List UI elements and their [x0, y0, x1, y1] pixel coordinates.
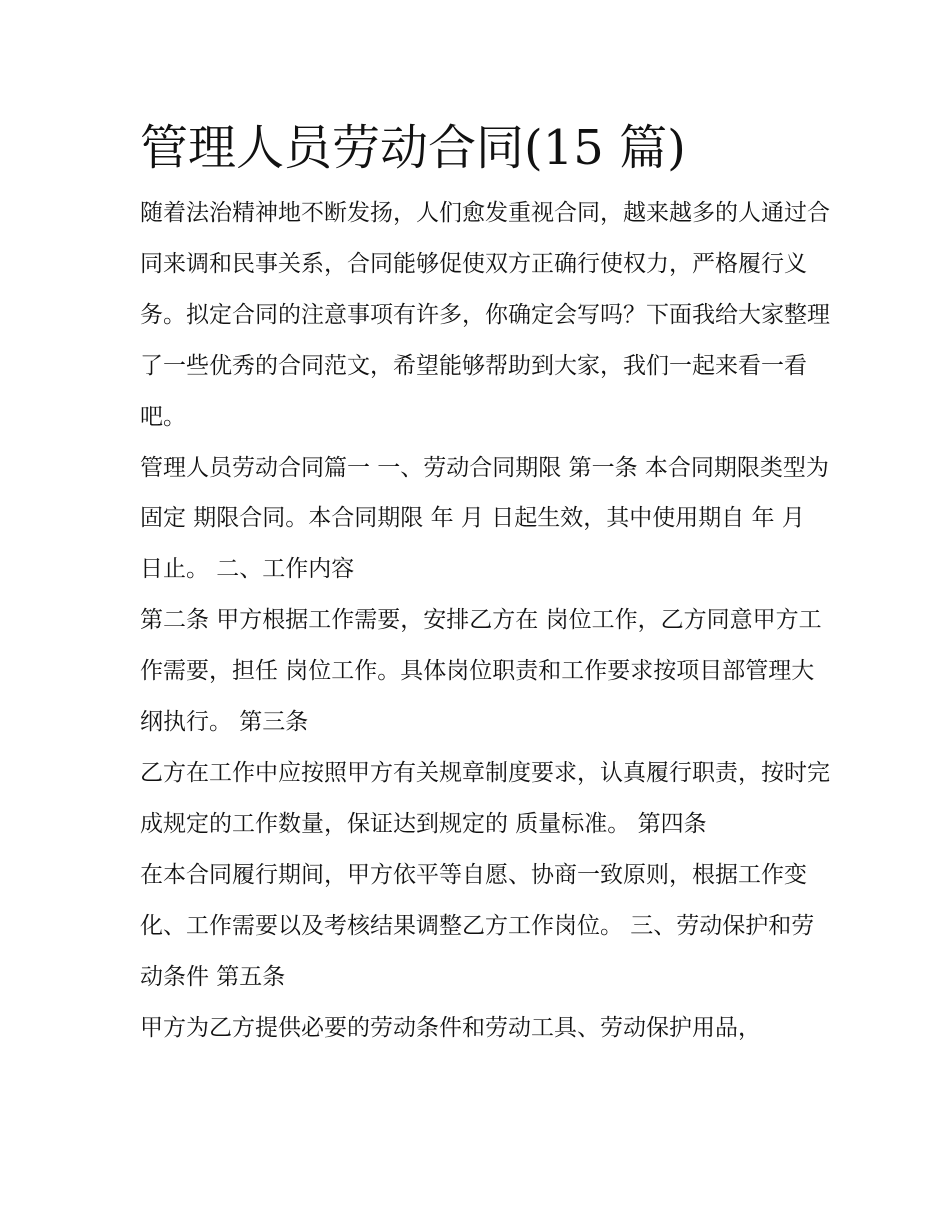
- paragraph-article-3: 乙方在工作中应按照甲方有关规章制度要求，认真履行职责，按时完成规定的工作数量，保证达到规定的 质量标准。 第四条: [140, 759, 830, 837]
- paragraph-article-5: 甲方为乙方提供必要的劳动条件和劳动工具、劳动保护用品，: [140, 1014, 761, 1041]
- paragraph-article-2: 第二条 甲方根据工作需要，安排乙方在 岗位工作，乙方同意甲方工作需要，担任 岗位工作。具体岗位职责和工作要求按项目部管理大纲执行。 第三条: [140, 607, 822, 736]
- paragraph-article-4: 在本合同履行期间，甲方依平等自愿、协商一致原则，根据工作变化、工作需要以及考核结果调整乙方工作岗位。 三、劳动保护和劳动条件 第五条: [140, 861, 815, 990]
- paragraph-intro: 随着法治精神地不断发扬，人们愈发重视合同，越来越多的人通过合同来调和民事关系，合同能够促使双方正确行使权力，严格履行义务。拟定合同的注意事项有许多，你确定会写吗？下面我给大家整理了一些优秀的合同范文，希望能够帮助到大家，我们一起来看一看吧。: [140, 200, 830, 430]
- document-title: 管理人员劳动合同(15 篇): [140, 120, 686, 176]
- paragraph-contract-term: 管理人员劳动合同篇一 一、劳动合同期限 第一条 本合同期限类型为 固定 期限合同。本合同期限 年 月 日起生效，其中使用期自 年 月 日止。 二、工作内容: [140, 454, 829, 583]
